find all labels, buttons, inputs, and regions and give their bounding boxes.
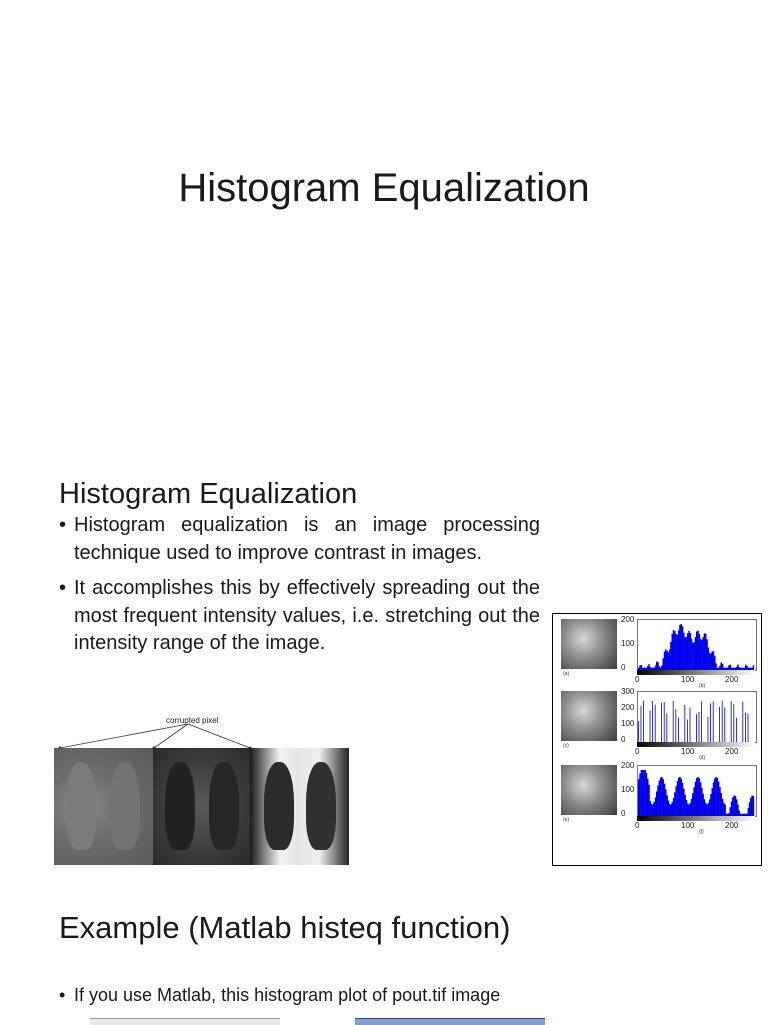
- image-sublabel: (c): [563, 743, 569, 749]
- histogram-bar: [690, 707, 691, 742]
- bullet-item: [59, 575, 540, 658]
- section-heading: Example (Matlab histeq function): [59, 910, 511, 945]
- histogram-bar: [688, 805, 689, 817]
- histogram-bar: [650, 801, 651, 816]
- histogram-bar: [664, 784, 665, 816]
- histogram-bar: [722, 701, 723, 742]
- histogram-bar: [638, 779, 639, 816]
- x-tick-label: 100: [681, 675, 695, 684]
- histogram-bar: [702, 637, 703, 670]
- lung-shape: [264, 762, 294, 850]
- lung-shape: [66, 762, 96, 850]
- histogram-bar: [705, 803, 706, 816]
- bullet-list: [59, 512, 540, 666]
- histogram-bar: [705, 634, 706, 670]
- histogram-bar: [686, 637, 687, 670]
- histogram-bar: [699, 712, 700, 742]
- histogram-bar: [641, 770, 642, 816]
- histogram-bar: [748, 714, 749, 743]
- histogram-bar: [714, 779, 715, 817]
- histogram-bar: [650, 710, 651, 742]
- histogram-bar: [668, 801, 669, 816]
- histogram-bar: [719, 707, 720, 742]
- histogram-bar: [669, 649, 670, 670]
- histogram-bar: [737, 805, 738, 816]
- lena-image-thumbnail: [561, 765, 617, 815]
- x-tick-label: 0: [635, 675, 640, 684]
- histogram-bar: [677, 635, 678, 670]
- histogram-bar: [672, 634, 673, 670]
- bullet-item: [59, 512, 540, 567]
- slide-title: Histogram Equalization: [178, 166, 590, 210]
- histogram-bar: [679, 777, 680, 816]
- histogram-bar: [677, 781, 678, 816]
- histogram-bar: [642, 770, 643, 816]
- bullet-text: If you use Matlab, this histogram plot of pout.tif image: [74, 985, 501, 1005]
- histogram-bar: [714, 656, 715, 670]
- histogram-bar: [652, 804, 653, 816]
- histogram-bar: [651, 804, 652, 816]
- histogram-bar: [691, 799, 692, 816]
- bullet-icon: •: [59, 985, 66, 1005]
- y-tick-label: 300: [621, 687, 635, 696]
- histogram-bar: [736, 718, 737, 742]
- histogram-bar: [683, 789, 684, 816]
- histogram-bar: [712, 651, 713, 670]
- histogram-bar: [753, 796, 754, 816]
- histogram-bar: [692, 793, 693, 816]
- histogram-bar: [644, 770, 645, 816]
- histogram-bar: [708, 648, 709, 671]
- histogram-bar: [717, 778, 718, 816]
- histogram-bar: [648, 785, 649, 816]
- histogram-bar: [706, 639, 707, 670]
- histogram-bar: [696, 632, 697, 671]
- y-tick-label: 200: [621, 703, 635, 712]
- histogram-bar: [643, 701, 644, 742]
- histogram-bar: [673, 798, 674, 816]
- histogram-bar: [696, 714, 697, 742]
- histogram-bar: [749, 802, 750, 816]
- histogram-bar: [664, 702, 665, 742]
- histogram-bar: [657, 786, 658, 817]
- y-tick-label: 0: [621, 809, 626, 818]
- histogram-bar: [641, 706, 642, 742]
- y-tick-label: 0: [621, 735, 626, 744]
- histogram-bar: [695, 637, 696, 670]
- histogram-bar: [701, 701, 702, 742]
- histogram-bar: [660, 778, 661, 817]
- section-heading: Histogram Equalization: [59, 478, 358, 510]
- histogram-bar: [655, 705, 656, 742]
- histogram-bar: [674, 631, 675, 670]
- histogram-bar: [656, 662, 657, 671]
- histogram-bar: [670, 642, 671, 670]
- histogram-bar: [702, 794, 703, 816]
- histogram-bar: [674, 792, 675, 816]
- x-tick-label: 0: [635, 747, 640, 756]
- image-sublabel: (e): [563, 817, 570, 823]
- histogram-bar: [715, 777, 716, 816]
- histogram-bar: [692, 643, 693, 670]
- histogram-bar: [668, 652, 669, 670]
- x-tick-label: 100: [681, 821, 695, 830]
- histogram-sublabel: (f): [699, 829, 704, 835]
- histogram-bar: [708, 803, 709, 816]
- histogram-bar: [682, 626, 683, 670]
- histogram-bar: [715, 663, 716, 670]
- histogram-plot: [637, 691, 757, 743]
- histogram-bar: [666, 714, 667, 742]
- histogram-bar: [719, 787, 720, 816]
- lung-shape: [110, 762, 140, 850]
- xray-equalized-image: [250, 748, 349, 865]
- histogram-bar: [708, 717, 709, 742]
- histogram-bar: [675, 634, 676, 670]
- histogram-bar: [646, 773, 647, 816]
- histogram-bar: [665, 649, 666, 670]
- histogram-bar: [673, 701, 674, 742]
- histogram-bar: [696, 778, 697, 816]
- histogram-bar: [657, 662, 658, 670]
- histogram-bar: [697, 631, 698, 671]
- histogram-bar: [712, 788, 713, 816]
- y-tick-label: 200: [621, 615, 635, 624]
- lung-shape: [165, 762, 195, 850]
- histogram-bar: [732, 797, 733, 816]
- histogram-bar: [731, 701, 732, 742]
- histogram-bar: [684, 637, 685, 670]
- histogram-bar: [665, 789, 666, 816]
- histogram-bar: [686, 800, 687, 816]
- histogram-bar: [693, 642, 694, 670]
- histogram-bar: [647, 779, 648, 816]
- histogram-bar: [663, 779, 664, 816]
- histogram-bar: [654, 802, 655, 816]
- histogram-bar: [682, 783, 683, 816]
- x-tick-label: 200: [725, 821, 739, 830]
- histogram-bar: [687, 720, 688, 743]
- histogram-bar: [722, 799, 723, 816]
- histogram-bar: [675, 786, 676, 816]
- xray-original-image: [54, 748, 153, 865]
- histogram-bar: [699, 778, 700, 816]
- bullet-list: [59, 982, 659, 1016]
- histogram-bar: [697, 777, 698, 816]
- histogram-bar: [721, 663, 722, 671]
- histogram-bar: [735, 796, 736, 816]
- histogram-bar: [656, 792, 657, 817]
- histogram-bar: [664, 652, 665, 670]
- y-tick-label: 100: [621, 785, 635, 794]
- histogram-bar: [669, 804, 670, 816]
- lung-shape: [209, 762, 239, 850]
- histogram-bar: [751, 796, 752, 817]
- image-sublabel: (a): [563, 671, 570, 677]
- histogram-bar: [723, 803, 724, 816]
- histogram-bar: [704, 799, 705, 816]
- histogram-bar: [724, 708, 725, 743]
- histogram-bar: [688, 631, 689, 670]
- xray-corrupted-image: [153, 748, 250, 865]
- histogram-bar: [709, 653, 710, 670]
- histogram-bar: [638, 721, 639, 742]
- histogram-bar: [672, 802, 673, 816]
- x-tick-label: 100: [681, 747, 695, 756]
- lung-shape: [306, 762, 336, 850]
- histogram-bar: [639, 773, 640, 816]
- x-tick-label: 200: [725, 747, 739, 756]
- histogram-bar: [684, 705, 685, 742]
- y-tick-label: 100: [621, 719, 635, 728]
- histogram-bar: [710, 704, 711, 743]
- histogram-bar: [731, 802, 732, 817]
- histogram-bar: [652, 701, 653, 742]
- histogram-bar: [706, 805, 707, 817]
- bullet-icon: •: [59, 577, 67, 599]
- histogram-bar: [745, 713, 746, 742]
- histogram-bar: [733, 795, 734, 816]
- histogram-plot: [637, 765, 757, 817]
- xray-annotation-label: corrupted pixel: [166, 716, 219, 725]
- histogram-bar: [681, 779, 682, 816]
- histogram-bar: [700, 639, 701, 670]
- histogram-bar: [675, 709, 676, 742]
- lena-image-thumbnail: [561, 691, 617, 741]
- y-tick-label: 200: [621, 761, 635, 770]
- histogram-bar: [684, 795, 685, 816]
- histogram-bar: [678, 718, 679, 742]
- histogram-bar: [713, 701, 714, 742]
- y-tick-label: 100: [621, 639, 635, 648]
- histogram-bar: [681, 624, 682, 670]
- histogram-plot: [637, 619, 757, 671]
- histogram-bar: [700, 782, 701, 816]
- x-tick-label: 200: [725, 675, 739, 684]
- x-tick-label: 0: [635, 821, 640, 830]
- histogram-bar: [718, 782, 719, 816]
- histogram-bar: [733, 704, 734, 742]
- histogram-bar: [695, 782, 696, 816]
- histogram-bar: [670, 804, 671, 816]
- histogram-bar: [687, 633, 688, 670]
- histogram-bar: [704, 633, 705, 670]
- histogram-bar: [659, 781, 660, 817]
- y-tick-label: 0: [621, 663, 626, 672]
- histogram-figure: [552, 613, 762, 866]
- histogram-bar: [721, 793, 722, 816]
- histogram-bar: [742, 702, 743, 742]
- histogram-bar: [661, 703, 662, 742]
- histogram-sublabel: (d): [699, 755, 706, 761]
- lena-image-thumbnail: [561, 619, 617, 669]
- histogram-bar: [750, 798, 751, 816]
- histogram-bar: [709, 800, 710, 817]
- histogram-bar: [673, 630, 674, 670]
- histogram-bar: [691, 639, 692, 670]
- histogram-bar: [679, 625, 680, 670]
- bullet-item: [59, 982, 659, 1008]
- bullet-icon: •: [59, 514, 67, 536]
- histogram-bar: [663, 658, 664, 670]
- histogram-sublabel: (b): [699, 683, 706, 689]
- histogram-bar: [693, 787, 694, 816]
- histogram-bar: [699, 634, 700, 670]
- histogram-bar: [687, 804, 688, 817]
- histogram-bar: [661, 777, 662, 816]
- bullet-text: Histogram equalization is an image processing technique used to improve contrast in images.: [74, 514, 540, 564]
- histogram-bar: [683, 633, 684, 670]
- histogram-bar: [730, 807, 731, 816]
- bullet-text: It accomplishes this by effectively spreading out the most frequent intensity values, i.e. stretching out the intensity range of the image.: [74, 577, 540, 654]
- histogram-bar: [710, 794, 711, 816]
- histogram-bar: [710, 654, 711, 671]
